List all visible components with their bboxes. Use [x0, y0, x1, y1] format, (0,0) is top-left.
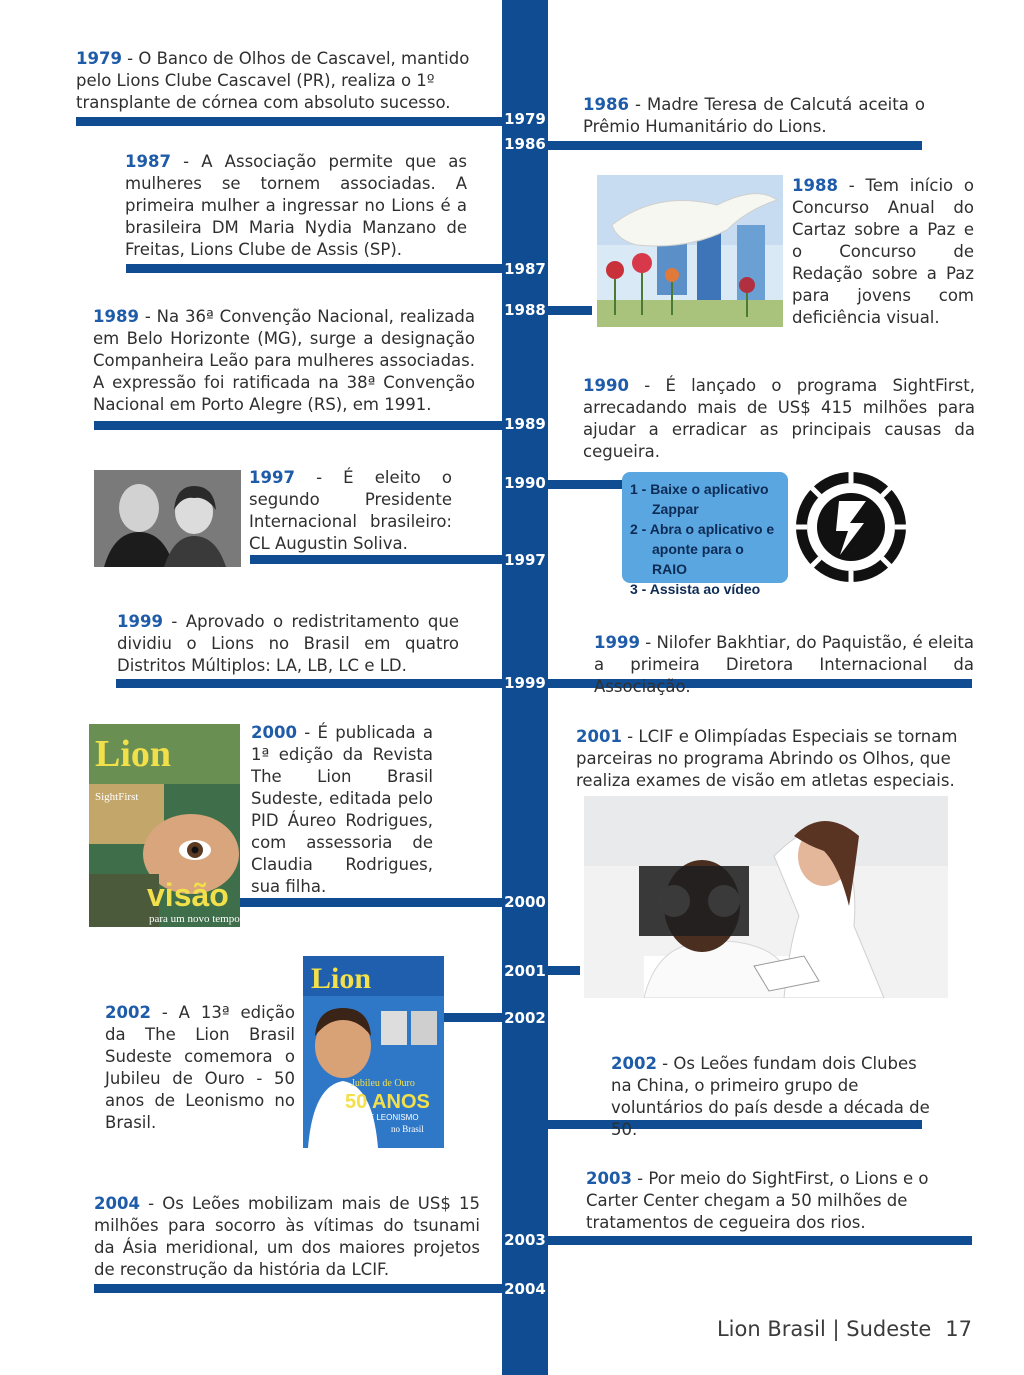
connector-1986: [546, 141, 922, 150]
magazine-2002-cover: [303, 956, 444, 1148]
publication-name: Lion Brasil | Sudeste: [716, 1317, 932, 1341]
app-step-2: 2 - Abra o aplicativo e: [630, 521, 775, 537]
timeline-year-1988: 1988: [504, 301, 546, 319]
entry-1989: 1989 - Na 36ª Convenção Nacional, realizada em Belo Horizonte (MG), surge a designação Companheira Leão para mulheres associadas. A expressão foi ratificada na 38ª Convenção Nacional em Porto Alegre (RS), em 1991.: [93, 307, 475, 414]
connector-2002a: [444, 1013, 504, 1022]
timeline-year-2000: 2000: [504, 893, 546, 911]
entry-1999a: 1999 - Aprovado o redistritamento que dividiu o Lions no Brasil em quatro Distritos Múltiplos: LA, LB, LC e LD.: [117, 612, 459, 675]
zappar-code-icon[interactable]: [794, 471, 908, 583]
magazine-2002-line3: DE LEONISMO: [363, 1113, 419, 1122]
connector-1990: [546, 480, 624, 489]
connector-1989: [94, 421, 504, 430]
entry-2002a: 2002 - A 13ª edição da The Lion Brasil Sudeste comemora o Jubileu de Ouro - 50 anos de Leonismo no Brasil.: [105, 1003, 295, 1132]
eye-exam-photo: [584, 796, 948, 998]
connector-1987: [126, 264, 504, 273]
timeline-year-1997: 1997: [504, 551, 546, 569]
connector-2003: [546, 1236, 972, 1245]
magazine-2000-cover: [89, 724, 240, 927]
entry-2004: 2004 - Os Leões mobilizam mais de US$ 15 milhões para socorro às vítimas do tsunami da Ásia meridional, um dos maiores projetos de reconstrução da história da LCIF.: [94, 1194, 480, 1279]
magazine-2000-tag: SightFirst: [95, 791, 139, 803]
entry-1987: 1987 - A Associação permite que as mulheres se tornem associadas. A primeira mulher a ingressar no Lions é a brasileira DM Maria Nydia Manzano de Freitas, Lions Clube de Assis (SP).: [125, 152, 467, 259]
timeline-year-1987: 1987: [504, 260, 546, 278]
timeline-year-1986: 1986: [504, 135, 546, 153]
entry-1999b: 1999 - Nilofer Bakhtiar, do Paquistão, é eleita a primeira Diretora Internacional da Associação.: [594, 633, 974, 696]
connector-1999a: [116, 679, 504, 688]
magazine-2002-line1: Jubileu de Ouro: [351, 1078, 415, 1089]
entry-2001: 2001 - LCIF e Olimpíadas Especiais se tornam parceiras no programa Abrindo os Olhos, que realiza exames de visão em atletas especiais.: [576, 727, 958, 790]
entry-1988: 1988 - Tem início o Concurso Anual do Cartaz sobre a Paz e o Concurso de Redação sobre a Paz para jovens com deficiência visual.: [792, 176, 974, 327]
connector-1979: [76, 117, 504, 126]
timeline-year-1979: 1979: [504, 110, 546, 128]
connector-2001: [546, 966, 580, 975]
connector-1997: [250, 555, 504, 564]
peace-poster-image: [597, 175, 783, 327]
app-instructions-box: [622, 472, 788, 597]
timeline-year-2004: 2004: [504, 1280, 546, 1298]
entry-1979: 1979 - O Banco de Olhos de Cascavel, mantido pelo Lions Clube Cascavel (PR), realiza o 1º transplante de córnea com absoluto sucesso.: [76, 49, 470, 112]
entry-2002b: 2002 - Os Leões fundam dois Clubes na China, o primeiro grupo de voluntários do país desde a década de 50.: [611, 1054, 930, 1139]
timeline-year-1989: 1989: [504, 415, 546, 433]
magazine-2000-sub: para um novo tempo: [149, 913, 240, 925]
soliva-couple-photo: [94, 470, 241, 567]
entry-1986: 1986 - Madre Teresa de Calcutá aceita o Prêmio Humanitário do Lions.: [583, 95, 925, 136]
timeline-year-1999: 1999: [504, 674, 546, 692]
entry-1997: 1997 - É eleito o segundo Presidente Internacional brasileiro: CL Augustin Soliva.: [249, 468, 452, 553]
page-number: 17: [945, 1317, 972, 1341]
entry-2000: 2000 - É publicada a 1ª edição da Revista The Lion Brasil Sudeste, editada pelo PID Áureo Rodrigues, com assessoria de Claudia Rodrigues, sua filha.: [251, 723, 433, 896]
timeline-year-1990: 1990: [504, 474, 546, 492]
entry-1990: 1990 - É lançado o programa SightFirst, arrecadando mais de US$ 415 milhões para ajudar a erradicar as principais causas da cegueira.: [583, 376, 975, 461]
magazine-2000-headline: visão: [147, 877, 229, 913]
connector-2004: [94, 1284, 504, 1293]
magazine-2002-title: Lion: [311, 962, 372, 995]
app-step-2-cont: aponte para o RAIO: [652, 541, 744, 577]
timeline-year-2002: 2002: [504, 1009, 546, 1027]
timeline-year-2003: 2003: [504, 1231, 546, 1249]
app-step-1-cont: Zappar: [652, 501, 699, 517]
magazine-2000-title: Lion: [95, 733, 172, 775]
connector-1988: [546, 306, 592, 315]
timeline-year-2001: 2001: [504, 962, 546, 980]
app-step-3: 3 - Assista ao vídeo: [630, 581, 761, 597]
connector-2000: [240, 898, 504, 907]
app-step-1: 1 - Baixe o aplicativo: [630, 481, 769, 497]
page-footer: [717, 1317, 972, 1341]
magazine-2002-line2: 50 ANOS: [345, 1091, 430, 1113]
magazine-2002-line4: no Brasil: [391, 1124, 424, 1134]
entry-2003: 2003 - Por meio do SightFirst, o Lions e o Carter Center chegam a 50 milhões de tratamentos de cegueira dos rios.: [586, 1169, 929, 1232]
